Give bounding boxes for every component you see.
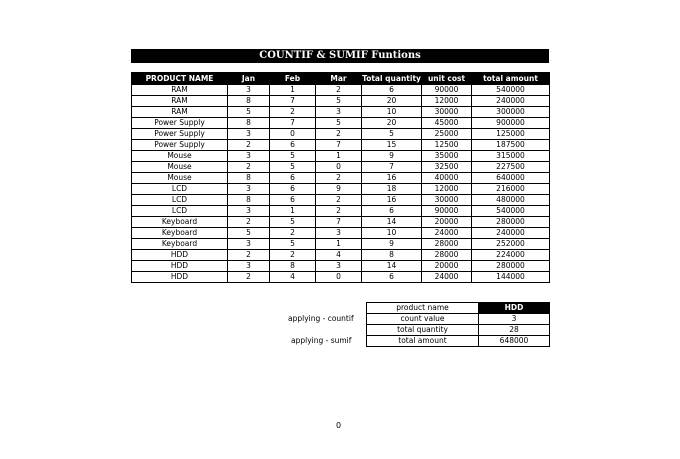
cell-unit-cost[interactable]: 20000	[422, 217, 472, 228]
cell-total-amount[interactable]: 280000	[472, 217, 550, 228]
table-row	[132, 140, 550, 151]
cell-total-amount[interactable]: 240000	[472, 228, 550, 239]
table-row	[132, 118, 550, 129]
cell-feb[interactable]: 6	[270, 184, 316, 195]
cell-unit-cost[interactable]: 90000	[422, 206, 472, 217]
cell-mar[interactable]: 7	[316, 217, 362, 228]
cell-feb[interactable]: 6	[270, 173, 316, 184]
cell-mar[interactable]: 5	[316, 96, 362, 107]
count-value-cell[interactable]: 3	[479, 314, 550, 325]
cell-jan[interactable]: 3	[228, 129, 270, 140]
cell-jan[interactable]: 2	[228, 250, 270, 261]
table-row	[132, 162, 550, 173]
table-row	[132, 96, 550, 107]
cell-jan[interactable]: 3	[228, 184, 270, 195]
cell-total-quantity[interactable]: 7	[362, 162, 422, 173]
cell-product-name[interactable]: Keyboard	[132, 228, 228, 239]
sumif-label: applying - sumif	[291, 336, 352, 345]
cell-feb[interactable]: 0	[270, 129, 316, 140]
cell-product-name[interactable]: Power Supply	[132, 140, 228, 151]
summary-row-quantity	[367, 325, 550, 336]
product-table	[131, 72, 550, 283]
cell-unit-cost[interactable]: 28000	[422, 250, 472, 261]
cell-total-amount[interactable]: 315000	[472, 151, 550, 162]
header-total-amount[interactable]: total amount	[472, 73, 550, 85]
cell-mar[interactable]: 3	[316, 228, 362, 239]
cell-total-quantity[interactable]: 9	[362, 151, 422, 162]
cell-unit-cost[interactable]: 32500	[422, 162, 472, 173]
cell-unit-cost[interactable]: 25000	[422, 129, 472, 140]
cell-unit-cost[interactable]: 20000	[422, 261, 472, 272]
cell-unit-cost[interactable]: 40000	[422, 173, 472, 184]
cell-jan[interactable]: 3	[228, 206, 270, 217]
cell-feb[interactable]: 6	[270, 195, 316, 206]
cell-jan[interactable]: 8	[228, 195, 270, 206]
table-row	[132, 272, 550, 283]
cell-product-name[interactable]: LCD	[132, 195, 228, 206]
cell-unit-cost[interactable]: 30000	[422, 107, 472, 118]
cell-total-quantity[interactable]: 14	[362, 261, 422, 272]
cell-total-amount[interactable]: 280000	[472, 261, 550, 272]
cell-feb[interactable]: 7	[270, 118, 316, 129]
cell-total-amount[interactable]: 125000	[472, 129, 550, 140]
cell-feb[interactable]: 6	[270, 140, 316, 151]
summary-row-product	[367, 303, 550, 314]
cell-mar[interactable]: 2	[316, 129, 362, 140]
page-number: 0	[336, 421, 342, 430]
cell-feb[interactable]: 5	[270, 217, 316, 228]
cell-total-amount[interactable]: 640000	[472, 173, 550, 184]
cell-mar[interactable]: 1	[316, 151, 362, 162]
cell-unit-cost[interactable]: 28000	[422, 239, 472, 250]
cell-product-name[interactable]: HDD	[132, 261, 228, 272]
summary-row-amount	[367, 336, 550, 347]
cell-product-name[interactable]: Mouse	[132, 173, 228, 184]
cell-jan[interactable]: 3	[228, 239, 270, 250]
summary-table	[366, 302, 550, 347]
total-amount-label: total amount	[367, 336, 479, 347]
cell-total-amount[interactable]: 540000	[472, 206, 550, 217]
cell-unit-cost[interactable]: 35000	[422, 151, 472, 162]
cell-product-name[interactable]: HDD	[132, 250, 228, 261]
cell-mar[interactable]: 4	[316, 250, 362, 261]
cell-product-name[interactable]: Keyboard	[132, 239, 228, 250]
header-row	[132, 73, 550, 85]
total-amount-cell[interactable]: 648000	[479, 336, 550, 347]
summary-row-count	[367, 314, 550, 325]
cell-total-quantity[interactable]: 10	[362, 228, 422, 239]
countif-label: applying - countif	[288, 314, 354, 323]
product-name-label: product name	[367, 303, 479, 314]
table-row	[132, 129, 550, 140]
cell-unit-cost[interactable]: 45000	[422, 118, 472, 129]
cell-jan[interactable]: 2	[228, 272, 270, 283]
cell-jan[interactable]: 2	[228, 162, 270, 173]
cell-feb[interactable]: 1	[270, 85, 316, 96]
cell-unit-cost[interactable]: 12000	[422, 96, 472, 107]
cell-mar[interactable]: 9	[316, 184, 362, 195]
cell-mar[interactable]: 2	[316, 85, 362, 96]
header-jan[interactable]: Jan	[228, 73, 270, 85]
cell-product-name[interactable]: Keyboard	[132, 217, 228, 228]
cell-total-amount[interactable]: 144000	[472, 272, 550, 283]
table-row	[132, 217, 550, 228]
cell-total-quantity[interactable]: 16	[362, 173, 422, 184]
cell-mar[interactable]: 2	[316, 195, 362, 206]
cell-total-amount[interactable]: 900000	[472, 118, 550, 129]
table-row	[132, 228, 550, 239]
table-row	[132, 195, 550, 206]
cell-jan[interactable]: 5	[228, 107, 270, 118]
cell-product-name[interactable]: LCD	[132, 184, 228, 195]
cell-mar[interactable]: 3	[316, 261, 362, 272]
cell-total-amount[interactable]: 224000	[472, 250, 550, 261]
cell-jan[interactable]: 2	[228, 217, 270, 228]
cell-jan[interactable]: 5	[228, 228, 270, 239]
cell-total-amount[interactable]: 240000	[472, 96, 550, 107]
header-total-quantity[interactable]: Total quantity	[362, 73, 421, 83]
cell-feb[interactable]: 8	[270, 261, 316, 272]
cell-product-name[interactable]: HDD	[132, 272, 228, 283]
cell-mar[interactable]: 2	[316, 173, 362, 184]
product-name-input[interactable]: HDD	[479, 303, 550, 314]
cell-mar[interactable]: 1	[316, 239, 362, 250]
cell-unit-cost[interactable]: 12000	[422, 184, 472, 195]
cell-mar[interactable]: 2	[316, 206, 362, 217]
cell-product-name[interactable]: Mouse	[132, 162, 228, 173]
header-mar[interactable]: Mar	[316, 73, 362, 85]
cell-total-amount[interactable]: 300000	[472, 107, 550, 118]
count-value-label: count value	[367, 314, 479, 325]
cell-feb[interactable]: 4	[270, 272, 316, 283]
table-row	[132, 173, 550, 184]
cell-jan[interactable]: 3	[228, 261, 270, 272]
cell-total-quantity[interactable]: 6	[362, 272, 422, 283]
table-row	[132, 184, 550, 195]
header-unit-cost[interactable]: unit cost	[422, 73, 472, 85]
cell-total-amount[interactable]: 540000	[472, 85, 550, 96]
cell-jan[interactable]: 8	[228, 96, 270, 107]
cell-total-quantity[interactable]: 10	[362, 107, 422, 118]
cell-product-name[interactable]: LCD	[132, 206, 228, 217]
cell-mar[interactable]: 0	[316, 162, 362, 173]
cell-total-amount[interactable]: 216000	[472, 184, 550, 195]
table-row	[132, 85, 550, 96]
cell-product-name[interactable]: Power Supply	[132, 118, 228, 129]
sheet-title: COUNTIF & SUMIF Funtions	[131, 49, 549, 63]
total-quantity-cell[interactable]: 28	[479, 325, 550, 336]
cell-product-name[interactable]: RAM	[132, 85, 228, 96]
cell-mar[interactable]: 5	[316, 118, 362, 129]
table-row	[132, 250, 550, 261]
cell-total-quantity[interactable]: 20	[362, 118, 422, 129]
cell-unit-cost[interactable]: 24000	[422, 228, 472, 239]
table-row	[132, 206, 550, 217]
cell-total-amount[interactable]: 227500	[472, 162, 550, 173]
cell-total-quantity[interactable]: 16	[362, 195, 422, 206]
cell-product-name[interactable]: RAM	[132, 96, 228, 107]
cell-total-quantity[interactable]: 20	[362, 96, 422, 107]
header-product-name[interactable]: PRODUCT NAME	[132, 73, 228, 85]
cell-jan[interactable]: 3	[228, 151, 270, 162]
cell-mar[interactable]: 0	[316, 272, 362, 283]
cell-mar[interactable]: 3	[316, 107, 362, 118]
cell-unit-cost[interactable]: 12500	[422, 140, 472, 151]
cell-total-amount[interactable]: 480000	[472, 195, 550, 206]
table-row	[132, 107, 550, 118]
cell-product-name[interactable]: Power Supply	[132, 129, 228, 140]
cell-unit-cost[interactable]: 30000	[422, 195, 472, 206]
cell-jan[interactable]: 8	[228, 173, 270, 184]
cell-feb[interactable]: 1	[270, 206, 316, 217]
cell-feb[interactable]: 2	[270, 107, 316, 118]
cell-total-quantity[interactable]: 8	[362, 250, 422, 261]
cell-mar[interactable]: 7	[316, 140, 362, 151]
table-row	[132, 239, 550, 250]
cell-jan[interactable]: 2	[228, 140, 270, 151]
table-row	[132, 261, 550, 272]
cell-total-amount[interactable]: 252000	[472, 239, 550, 250]
cell-total-quantity[interactable]: 6	[362, 206, 422, 217]
cell-feb[interactable]: 2	[270, 250, 316, 261]
cell-jan[interactable]: 3	[228, 85, 270, 96]
cell-feb[interactable]: 5	[270, 151, 316, 162]
cell-feb[interactable]: 7	[270, 96, 316, 107]
cell-unit-cost[interactable]: 24000	[422, 272, 472, 283]
table-row	[132, 151, 550, 162]
cell-product-name[interactable]: Mouse	[132, 151, 228, 162]
cell-unit-cost[interactable]: 90000	[422, 85, 472, 96]
cell-total-amount[interactable]: 187500	[472, 140, 550, 151]
cell-feb[interactable]: 5	[270, 239, 316, 250]
cell-total-quantity[interactable]: 18	[362, 184, 422, 195]
cell-jan[interactable]: 8	[228, 118, 270, 129]
cell-feb[interactable]: 2	[270, 228, 316, 239]
cell-total-quantity[interactable]: 14	[362, 217, 422, 228]
cell-total-quantity[interactable]: 15	[362, 140, 422, 151]
cell-product-name[interactable]: RAM	[132, 107, 228, 118]
cell-feb[interactable]: 5	[270, 162, 316, 173]
cell-total-quantity[interactable]: 5	[362, 129, 422, 140]
header-feb[interactable]: Feb	[270, 73, 316, 85]
cell-total-quantity[interactable]: 9	[362, 239, 422, 250]
cell-total-quantity[interactable]: 6	[362, 85, 422, 96]
total-quantity-label: total quantity	[367, 325, 479, 336]
